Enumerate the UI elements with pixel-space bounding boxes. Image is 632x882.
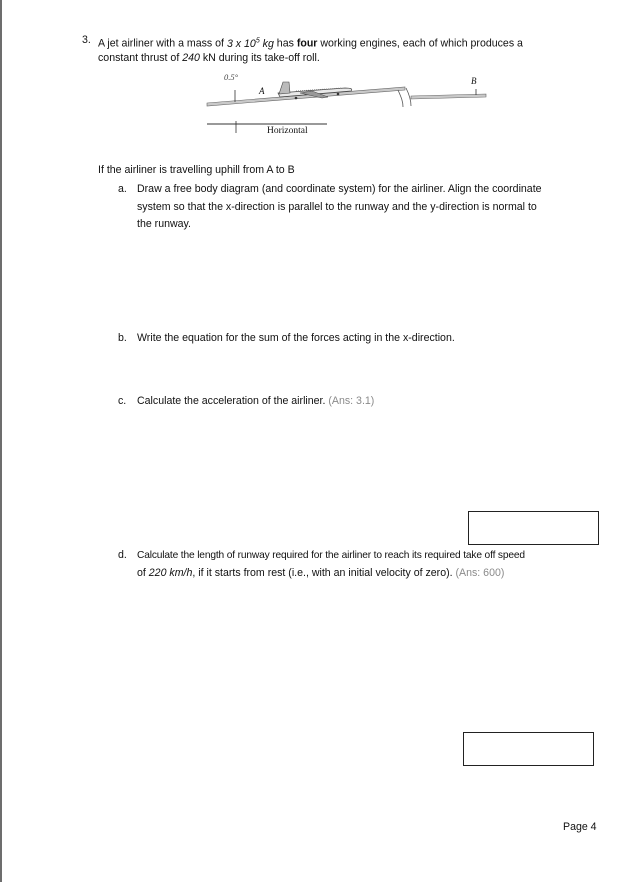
part-a-line3: the runway. xyxy=(137,218,191,230)
part-c-text: Calculate the acceleration of the airliner. (Ans: 3.1) xyxy=(137,395,375,407)
part-b-text: Write the equation for the sum of the forces acting in the x-direction. xyxy=(137,332,455,344)
part-d-line2: of 220 km/h, if it starts from rest (i.e., with an initial velocity of zero). (Ans: 600) xyxy=(137,567,505,579)
runway-figure xyxy=(200,70,500,142)
question-intro-line1: A jet airliner with a mass of 3 x $10^5$ kg has four working engines, each of which produces a xyxy=(98,37,523,50)
question-intro-line2: constant thrust of 240 kN during its take-off roll. xyxy=(98,52,320,64)
part-b-label: b. xyxy=(118,332,127,344)
horizontal-label: Horizontal xyxy=(267,126,308,136)
part-c-label: c. xyxy=(118,395,127,407)
runway-segment-b xyxy=(411,94,486,99)
part-c-answer: (Ans: 3.1) xyxy=(328,395,375,407)
page-left-edge xyxy=(0,0,2,882)
answer-box-c[interactable] xyxy=(468,511,599,545)
part-d-answer: (Ans: 600) xyxy=(455,567,505,579)
answer-box-d[interactable] xyxy=(463,732,594,766)
part-a-line1: Draw a free body diagram (and coordinate system) for the airliner. Align the coordinate xyxy=(137,183,542,195)
part-d-line1: Calculate the length of runway required for the airliner to reach its required take off speed xyxy=(137,550,525,561)
condition-text: If the airliner is travelling uphill from A to B xyxy=(98,164,295,176)
question-number: 3. xyxy=(82,34,91,46)
part-d-label: d. xyxy=(118,549,127,561)
break-mark-right xyxy=(406,88,411,106)
point-b-label: B xyxy=(471,76,477,86)
point-a-label: A xyxy=(259,86,265,96)
angle-label: 0.5° xyxy=(224,72,239,82)
break-mark-left xyxy=(398,90,403,107)
runway-incline xyxy=(207,87,405,106)
part-a-line2: system so that the x-direction is parallel to the runway and the y-direction is normal to xyxy=(137,201,537,213)
part-a-label: a. xyxy=(118,183,127,195)
page-number: Page 4 xyxy=(563,821,597,833)
